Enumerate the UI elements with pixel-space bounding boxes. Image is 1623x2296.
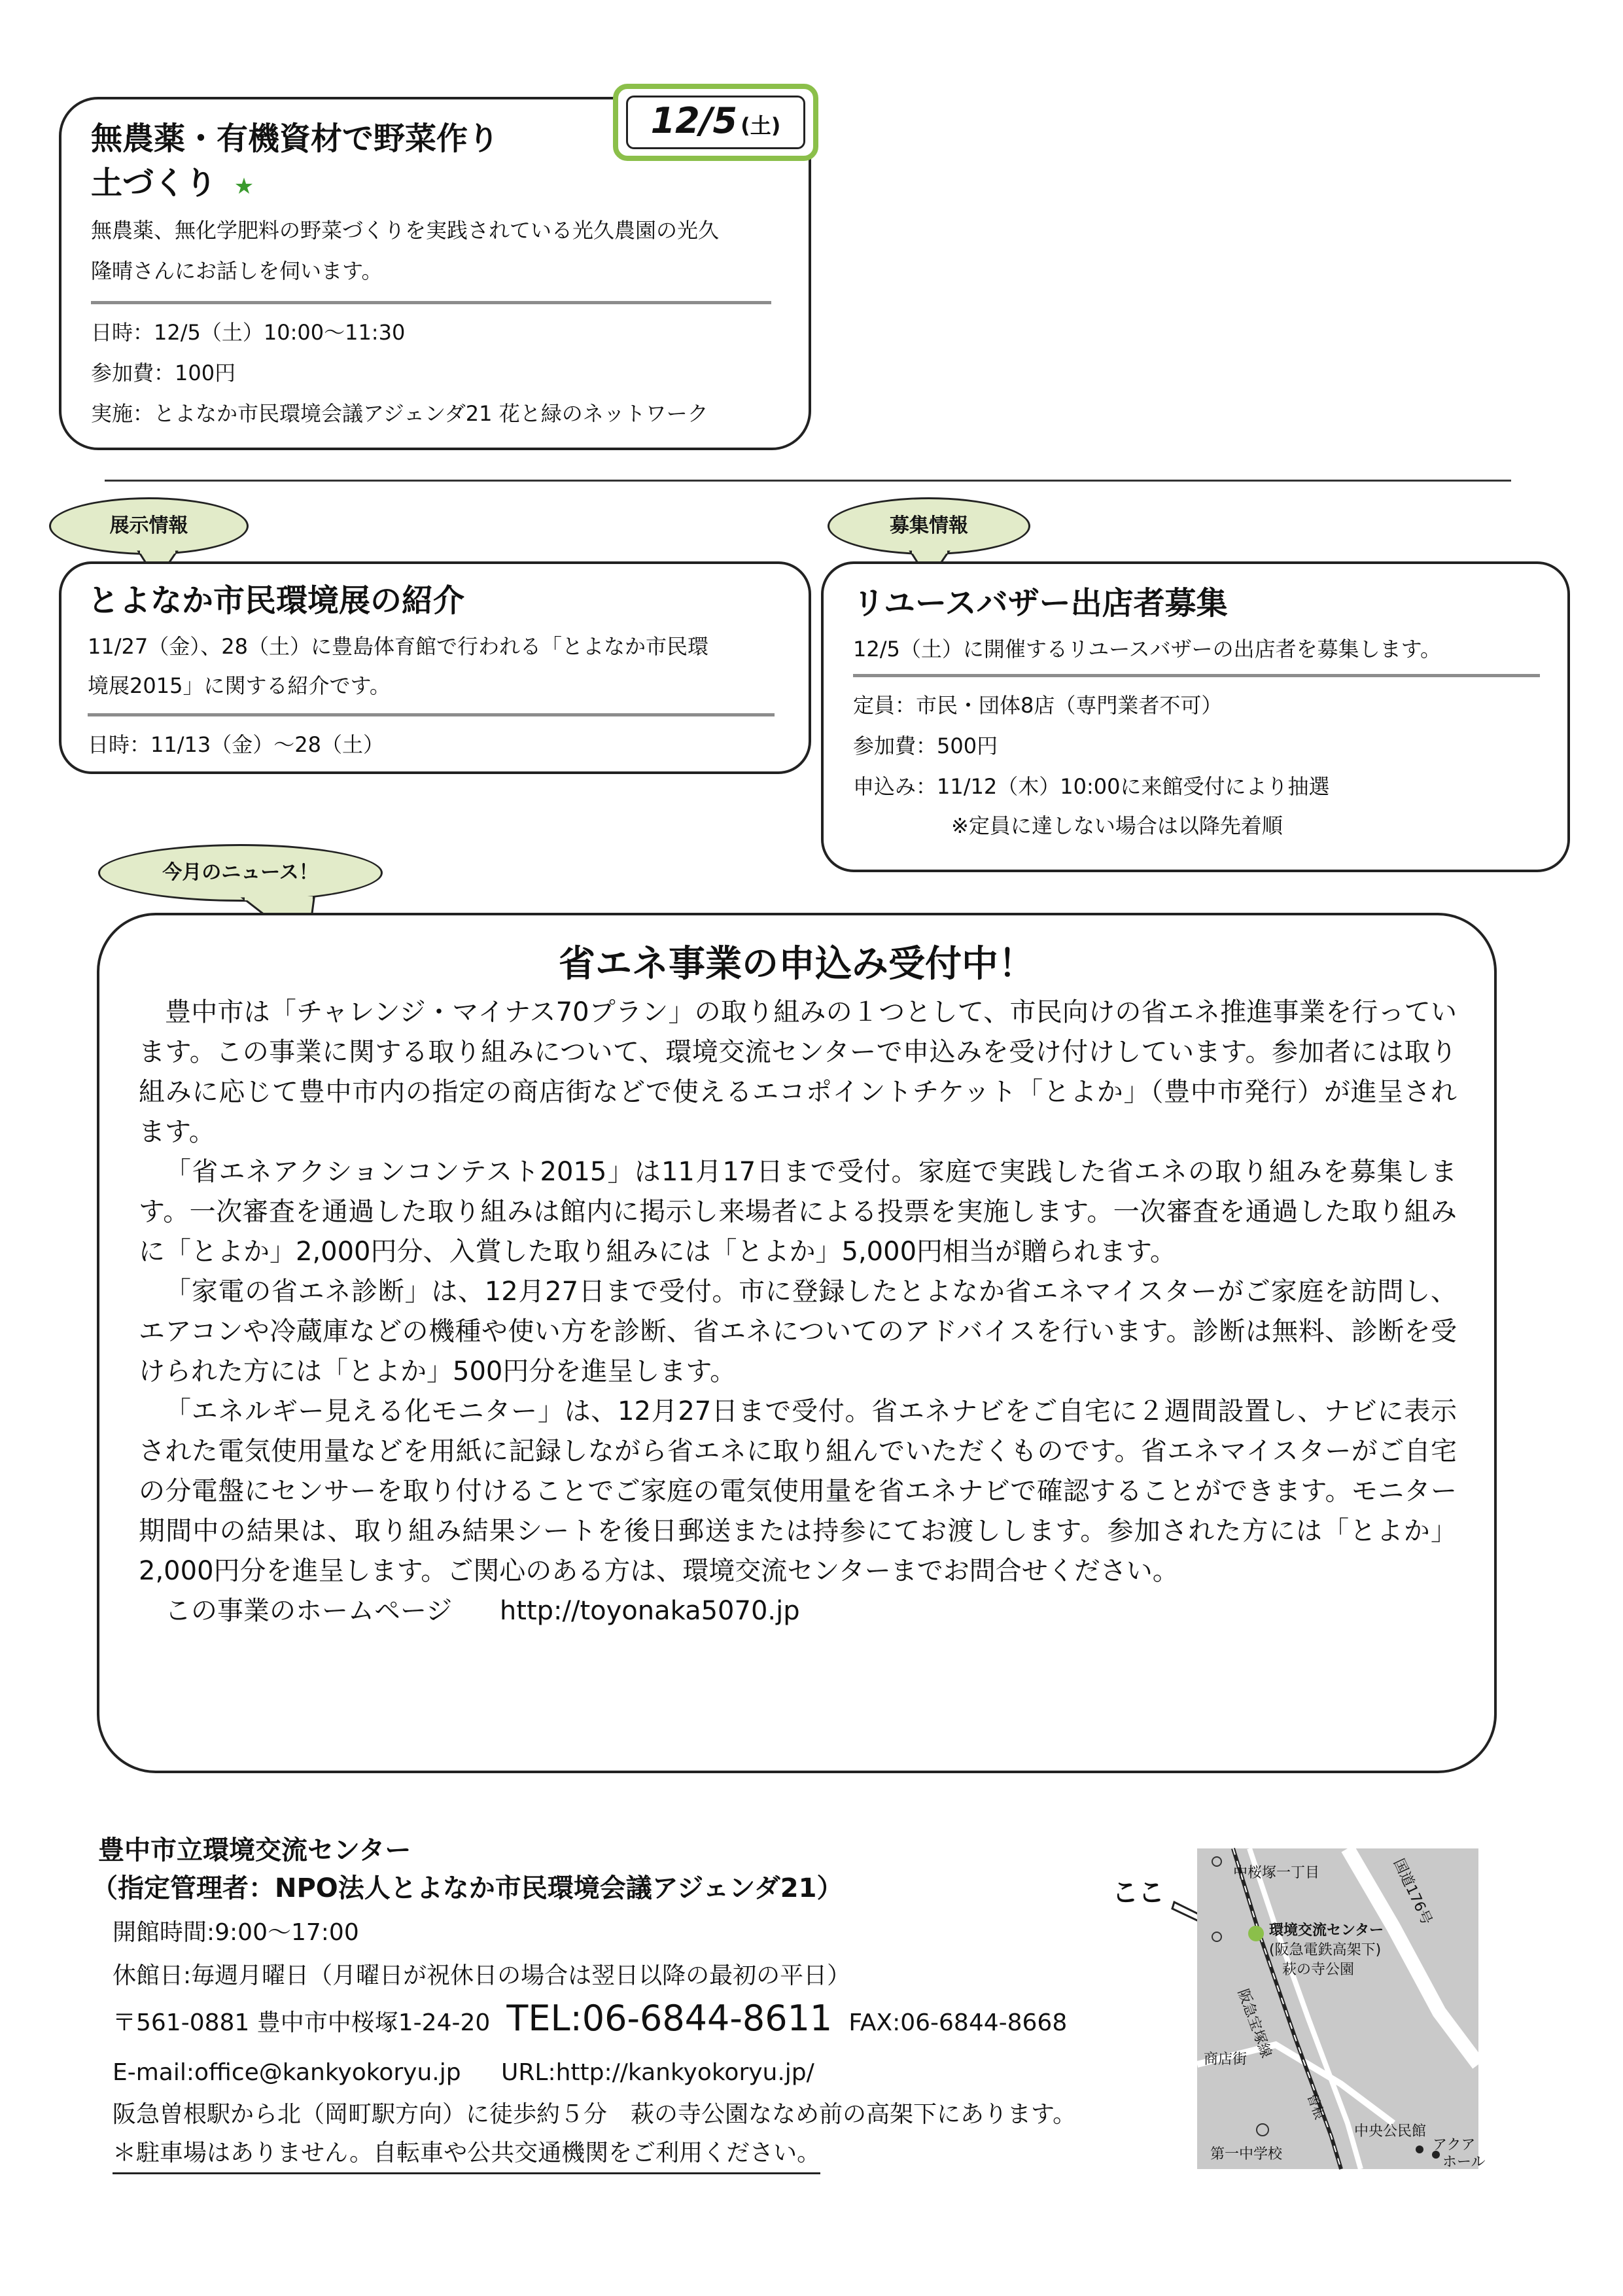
map-label-line: 阪急宝塚線 (1234, 1987, 1274, 2060)
map-label-sone: 曽根 (1304, 2091, 1328, 2122)
recruit-tag (828, 497, 1030, 555)
date-badge-day: (土) (741, 113, 781, 138)
exhibition-rule (88, 713, 775, 716)
news-paragraph-3: 「家電の省エネ診断」は、12月27日まで受付。市に登録したとよなか省エネマイスターがご家庭を訪問し、エアコンや冷蔵庫などの機種や使い方を診断、省エネについてのアドバイスを行います。診断は無料、診断を受けられた方には「とよか」500円分を進呈します。 (139, 1277, 1457, 1386)
exhibition-title: とよなか市民環境展の紹介 (88, 582, 465, 619)
map-label-school: 第一中学校 (1210, 2146, 1283, 2163)
news-box (97, 913, 1497, 1773)
event-vegetable-desc-1: 無農薬、無化学肥料の野菜づくりを実践されている光久農園の光久 (91, 218, 720, 243)
recruit-rule (853, 674, 1540, 677)
event-vegetable-rule (91, 301, 771, 304)
footer-hours: 開館時間:9:00～17:00 (113, 1919, 359, 1946)
footer-manager: （指定管理者：NPO法人とよなか市民環境会議アジェンダ21） (92, 1873, 843, 1903)
recruit-capacity: 定員：市民・団体8店（専門業者不可） (853, 693, 1223, 718)
news-title: 省エネ事業の申込み受付中！ (559, 943, 1035, 985)
event-vegetable-fee: 参加費：100円 (91, 361, 236, 385)
footer-parking: ＊駐車場はありません。自転車や公共交通機関をご利用ください。 (113, 2134, 820, 2174)
date-badge (613, 84, 818, 161)
map-label-aqua-1: アクア (1433, 2137, 1476, 2153)
recruit-box (821, 561, 1570, 872)
footer-web-line (113, 2052, 814, 2094)
exhibition-box (59, 561, 811, 774)
footer-address: 〒561-0881 豊中市中桜塚1-24-20 (113, 2009, 491, 2036)
footer-fax: FAX:06-6844-8668 (848, 2009, 1068, 2036)
map-label-aqua-2: ホール (1442, 2154, 1486, 2170)
news-body (139, 993, 1457, 1631)
map-label-center: 環境交流センター (1269, 1922, 1384, 1939)
event-vegetable-organizer: 実施：とよなか市民環境会議アジェンダ21 花と緑のネットワーク (91, 401, 708, 426)
news-paragraph-2: 「省エネアクションコンテスト2015」は11月17日まで受付。家庭で実践した省エネの取り組みを募集します。一次審査を通過した取り組みは館内に掲示し来場者による投票を実施します。一次審査を通過した取り組みに「とよか」2,000円分、入賞した取り組みには「とよか」5,000円相当が贈られます。 (139, 1157, 1457, 1267)
news-tag (98, 844, 383, 902)
footer-tel: TEL:06-6844-8611 (506, 1998, 833, 2039)
map-label-kominkan: 中央公民館 (1354, 2123, 1427, 2140)
exhibition-tag (49, 497, 249, 555)
recruit-title: リユースバザー出店者募集 (853, 585, 1228, 622)
event-vegetable-title-2-text: 土づくり (91, 165, 217, 202)
map-label-park: 萩の寺公園 (1282, 1962, 1355, 1978)
footer-access: 阪急曽根駅から北（岡町駅方向）に徒歩約５分 萩の寺公園ななめ前の高架下にあります。 (113, 2101, 1077, 2128)
news-tag-label: 今月のニュース！ (162, 861, 319, 884)
section-divider (105, 480, 1511, 482)
exhibition-tag-label: 展示情報 (109, 514, 188, 537)
news-paragraph-1: 豊中市は「チャレンジ・マイナス70プラン」の取り組みの１つとして、市民向けの省エネ推進事業を行っています。この事業に関する取り組みについて、環境交流センターで申込みを受け付けしています。参加者には取り組みに応じて豊中市内の指定の商店街などで使えるエコポイントチケット「とよか」（豊中市発行）が進呈されます。 (139, 997, 1457, 1147)
recruit-tag-label: 募集情報 (890, 514, 968, 537)
recruit-fee: 参加費：500円 (853, 733, 998, 758)
date-badge-main: 12/5 (650, 100, 738, 141)
map-label-nakasakura: 中桜塚一丁目 (1233, 1865, 1320, 1881)
star-icon: ★ (234, 173, 254, 200)
footer-email[interactable]: E-mail:office@kankyokoryu.jp (113, 2059, 461, 2086)
news-homepage-label: この事業のホームページ (165, 1596, 453, 1626)
news-paragraph-4: 「エネルギー見える化モニター」は、12月27日まで受付。省エネナビをご自宅に２週間設置し、ナビに表示された電気使用量などを用紙に記録しながら省エネに取り組んでいただくものです。省エネマイスターがご自宅の分電盤にセンサーを取り付けることでご家庭の電気使用量を省エネナビで確認することができます。モニター期間中の結果は、取り組み結果シートを後日郵送または持参にてお渡しします。参加された方には「とよか」2,000円分を進呈します。ご関心のある方は、環境交流センターまでお問合せください。 (139, 1396, 1457, 1586)
map-here-label: ここ (1112, 1878, 1164, 1908)
recruit-note: ※定員に達しない場合は以降先着順 (951, 813, 1283, 838)
map-label-center-sub: (阪急電鉄高架下) (1269, 1942, 1382, 1958)
news-homepage-line (139, 1591, 1457, 1631)
footer-url[interactable]: URL:http://kankyokoryu.jp/ (501, 2059, 814, 2086)
map-label-shoutengai: 商店街 (1204, 2051, 1248, 2068)
footer-closed: 休館日:毎週月曜日（月曜日が祝休日の場合は翌日以降の最初の平日） (113, 1962, 851, 1989)
exhibition-desc-2: 境展2015」に関する紹介です。 (88, 673, 391, 698)
exhibition-desc-1: 11/27（金）、28（土）に豊島体育館で行われる「とよなか市民環 (88, 634, 708, 659)
footer-center-name: 豊中市立環境交流センター (98, 1835, 411, 1865)
event-vegetable-title-1: 無農薬・有機資材で野菜作り (91, 120, 500, 157)
map-label-route176: 国道176号 (1389, 1856, 1435, 1928)
exhibition-datetime: 日時：11/13（金）～28（土） (88, 732, 384, 757)
event-vegetable-title-2 (91, 164, 254, 206)
news-homepage-url[interactable]: http://toyonaka5070.jp (499, 1596, 800, 1626)
event-vegetable-datetime: 日時：12/5（土）10:00～11:30 (91, 320, 406, 345)
recruit-desc: 12/5（土）に開催するリユースバザーの出店者を募集します。 (853, 637, 1442, 662)
footer-contact-line (113, 1996, 1067, 2050)
event-vegetable-desc-2: 隆晴さんにお話しを伺います。 (91, 258, 383, 283)
area-map (1197, 1848, 1486, 2170)
date-badge-inner (626, 96, 805, 149)
recruit-apply: 申込み：11/12（木）10:00に来館受付により抽選 (853, 774, 1330, 799)
